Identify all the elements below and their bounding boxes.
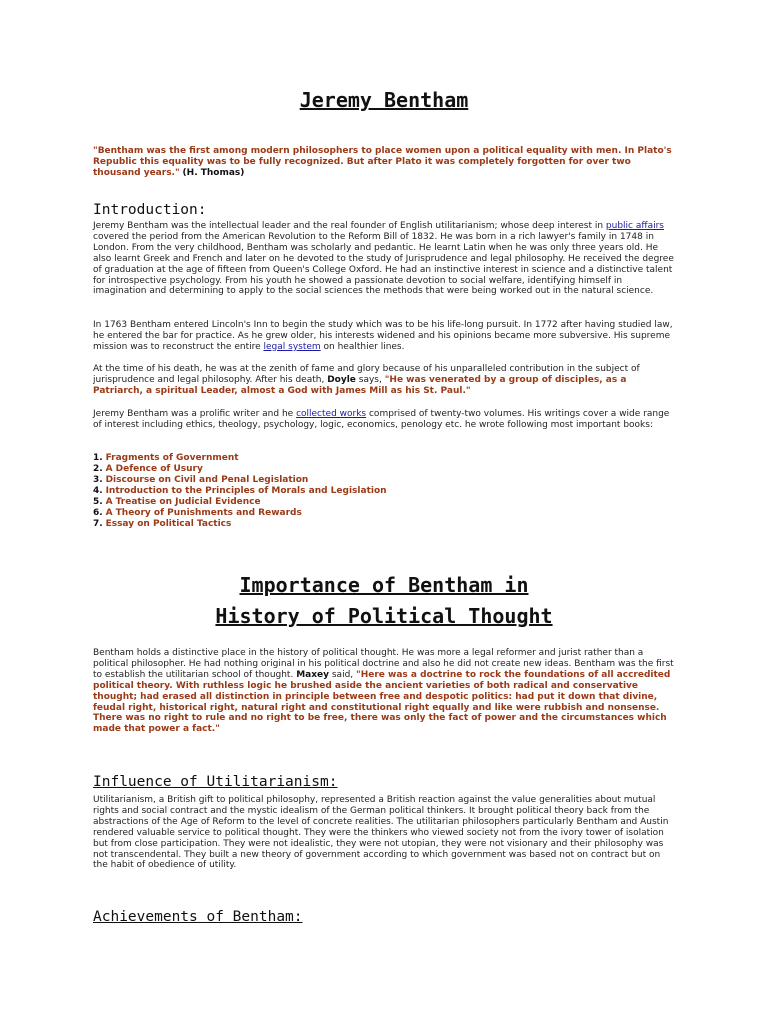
achievements-heading: Achievements of Bentham: xyxy=(93,909,303,925)
importance-paragraph xyxy=(93,648,675,735)
introduction-paragraph-4 xyxy=(93,409,675,431)
list-number: 6. xyxy=(93,508,103,518)
public-affairs-link[interactable]: public affairs xyxy=(605,221,664,231)
introduction-heading: Introduction: xyxy=(93,202,207,218)
maxey-quote: "Here was a doctrine to rock the foundations of all accredited political theory. With ruthless logic he brushed aside the ancient varieties of both radical and conservative thought; had erased all distinction in principle between free and despotic politics: had put it down that divine, feudal right, historical right, natural right and constitutional right equally and like were rubbish and nonsense. There was no right to rule and no right to be free, there was only the fact of power and the circumstances which made that power a fact." xyxy=(93,669,671,735)
books-list xyxy=(93,453,675,530)
intro-text: on healthier lines. xyxy=(320,341,405,352)
importance-heading xyxy=(93,570,675,632)
epigraph-author: (H. Thomas) xyxy=(182,167,245,178)
doyle-quote: "He was venerated by a group of disciples, as a Patriarch, a spiritual Leader, almost a God with James Mill as his St. Paul." xyxy=(93,374,627,396)
list-item xyxy=(93,508,675,519)
book-title: A Defence of Usury xyxy=(105,464,203,474)
importance-heading-line-2: History of Political Thought xyxy=(215,604,553,628)
intro-text: Jeremy Bentham was the intellectual leader and the real founder of English utilitarianism; whose deep interest in xyxy=(93,221,606,231)
list-number: 3. xyxy=(93,475,103,485)
introduction-paragraph-3 xyxy=(93,364,675,397)
utilitarianism-paragraph xyxy=(93,795,675,871)
introduction-paragraph-1 xyxy=(93,221,675,297)
intro-text: says, xyxy=(355,374,385,385)
doyle-name: Doyle xyxy=(327,374,356,385)
epigraph-quote: "Bentham was the first among modern philosophers to place women upon a political equality with men. In Plato's Republic this equality was to be fully recognized. But after Plato it was completely forgotten for over two thousand years." xyxy=(93,146,672,178)
page-title: Jeremy Bentham xyxy=(299,88,469,112)
list-number: 4. xyxy=(93,486,103,496)
book-title: Essay on Political Tactics xyxy=(105,519,232,529)
list-item xyxy=(93,519,675,530)
book-title: A Treatise on Judicial Evidence xyxy=(105,497,261,507)
collected-works-link[interactable]: collected works xyxy=(296,409,367,419)
list-number: 5. xyxy=(93,497,103,507)
intro-text: comprised of twenty-two volumes. His writings cover a wide range of interest including ethics, theology, psychology, logic, economics, penology etc. he wrote following most important books: xyxy=(93,409,670,430)
importance-heading-line-1: Importance of Bentham in xyxy=(239,573,529,597)
list-item xyxy=(93,453,675,464)
list-number: 1. xyxy=(93,453,103,463)
intro-text: At the time of his death, he was at the zenith of fame and glory because of his unparalleled contribution in the subject of jurisprudence and legal philosophy. After his death, xyxy=(93,364,640,385)
utilitarianism-heading: Influence of Utilitarianism: xyxy=(93,774,338,790)
maxey-name: Maxey xyxy=(296,669,329,680)
intro-text: covered the period from the American Revolution to the Reform Bill of 1832. He was born in a rich lawyer's family in 1748 in London. From the very childhood, Bentham was scholarly and pedantic. He learnt Latin when he was only three years old. He also learnt Greek and French and later on he devoted to the study of Jurisprudence and legal philosophy. He received the degree of graduation at the age of fifteen from Queen's College Oxford. He had an instinctive interest in science and a distinctive talent for introspective psychology. From his youth he showed a passionate devotion to social welfare, identifying himself in imagination and determining to apply to the social sciences the methods that were being worked out in the natural science. xyxy=(93,231,674,297)
list-number: 2. xyxy=(93,464,103,474)
utilitarianism-text: Utilitarianism, a British gift to political philosophy, represented a British reaction against the value generalities about mutual rights and social contract and the mystic idealism of the German political thinkers. It brought political theory back from the abstractions of the Age of Reform to the level of concrete realities. The utilitarian philosophers particularly Bentham and Austin rendered valuable service to political thought. They were the thinkers who viewed society not from the ivory tower of isolation but from close participation. They were not idealistic, they were not utopian, they were not visionary and their philosophy was not transcendental. They built a new theory of government according to which government was based not on contract but on the habit of obedience of utility. xyxy=(93,795,669,871)
intro-text: In 1763 Bentham entered Lincoln's Inn to begin the study which was to be his life-long pursuit. In 1772 after having studied law, he entered the bar for practice. As he grew older, his interests widened and his opinions became more subversive. His supreme mission was to reconstruct the entire xyxy=(93,320,673,352)
legal-system-link[interactable]: legal system xyxy=(263,341,321,352)
introduction-paragraph-2 xyxy=(93,320,675,353)
book-title: Discourse on Civil and Penal Legislation xyxy=(105,475,309,485)
list-item xyxy=(93,497,675,508)
importance-text: Bentham holds a distinctive place in the history of political thought. He was more a legal reformer and jurist rather than a political philosopher. He had nothing original in his political doctrine and also he did not create new ideas. Bentham was the first to establish the utilitarian school of thought. xyxy=(93,648,674,680)
book-title: A Theory of Punishments and Rewards xyxy=(105,508,302,518)
intro-text: Jeremy Bentham was a prolific writer and he xyxy=(93,409,297,419)
book-title: Fragments of Government xyxy=(105,453,239,463)
list-number: 7. xyxy=(93,519,103,529)
book-title: Introduction to the Principles of Morals and Legislation xyxy=(105,486,387,496)
epigraph xyxy=(93,146,675,179)
list-item xyxy=(93,486,675,497)
list-item xyxy=(93,475,675,486)
importance-text: said, xyxy=(329,669,356,680)
list-item xyxy=(93,464,675,475)
